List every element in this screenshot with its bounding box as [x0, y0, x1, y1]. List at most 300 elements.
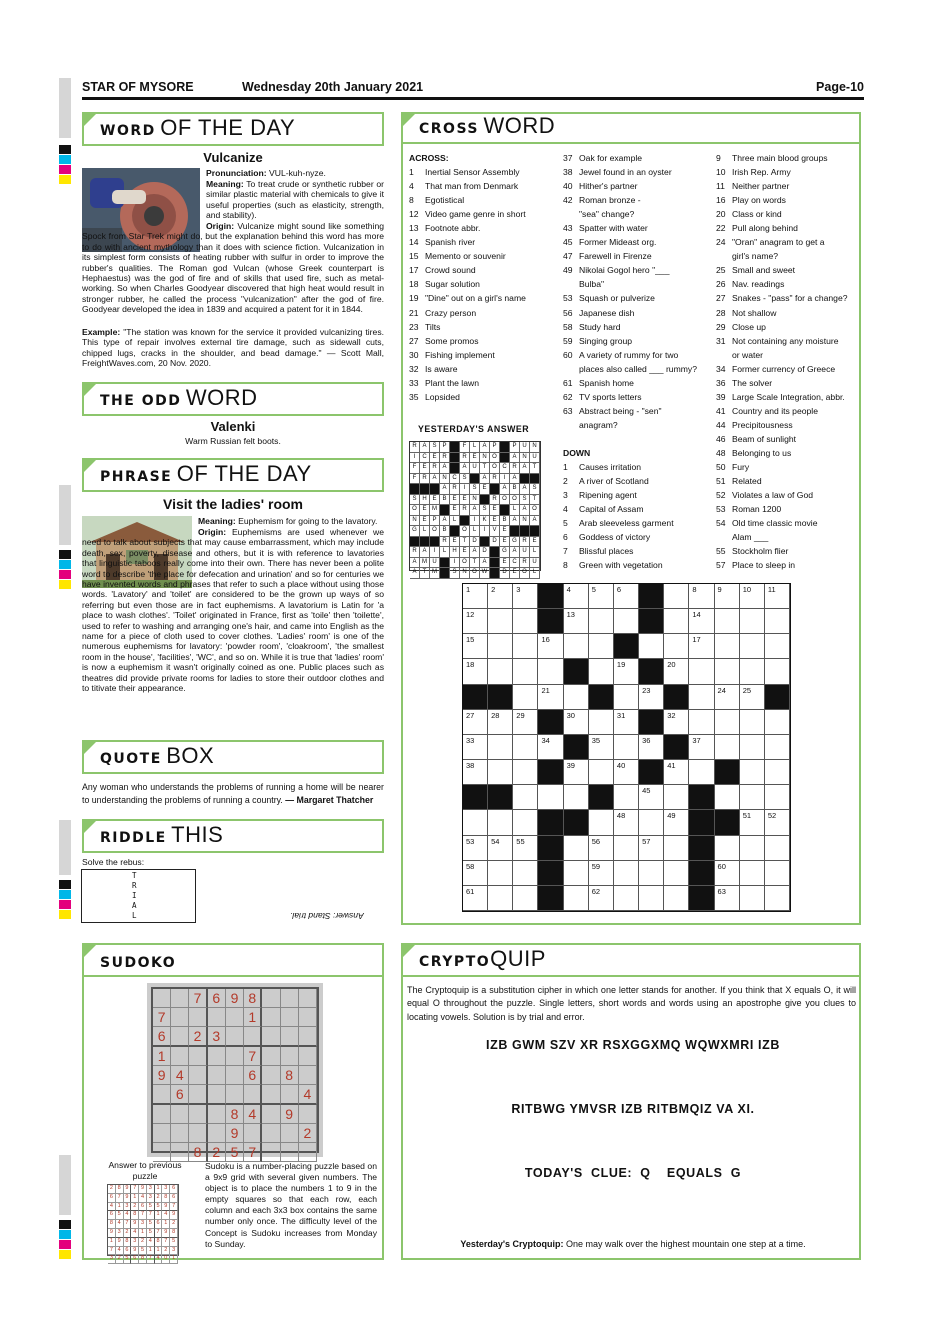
- crossword-cell[interactable]: 9: [715, 584, 740, 609]
- sudoku-cell[interactable]: [244, 1085, 262, 1105]
- crossword-cell[interactable]: [639, 634, 664, 659]
- sudoku-cell[interactable]: 9: [281, 1105, 299, 1124]
- crossword-cell[interactable]: 38: [463, 760, 488, 785]
- sudoku-cell[interactable]: [189, 1085, 207, 1105]
- answer-cell: B: [440, 526, 450, 537]
- sudoku-cell: 1: [108, 1238, 116, 1247]
- crossword-cell[interactable]: [765, 785, 790, 810]
- registration-swatch: [59, 910, 71, 919]
- sudoku-cell[interactable]: [281, 1008, 299, 1027]
- crossword-cell[interactable]: [740, 785, 765, 810]
- sudoku-cell[interactable]: 8: [281, 1066, 299, 1085]
- crossword-cell[interactable]: 58: [463, 861, 488, 886]
- clue-text: Footnote abbr.: [425, 223, 481, 234]
- crossword-cell[interactable]: [715, 609, 740, 634]
- crossword-cell[interactable]: [664, 836, 689, 861]
- crossword-cell[interactable]: [664, 886, 689, 911]
- crossword-cell[interactable]: 60: [715, 861, 740, 886]
- clue-text: Tilts: [425, 321, 441, 332]
- sudoku-cell[interactable]: [171, 1047, 189, 1066]
- clue-text: Farewell in Firenze: [579, 251, 652, 262]
- clue-row: [563, 544, 713, 558]
- clue-number: 29: [716, 321, 726, 332]
- crossword-cell[interactable]: [689, 710, 714, 735]
- crossword-cell[interactable]: [589, 609, 614, 634]
- crossword-cell[interactable]: 6: [614, 584, 639, 609]
- cryptoquip-clue: TODAY'S CLUE: Q EQUALS G: [524, 1166, 742, 1180]
- answer-cell: A: [470, 547, 480, 558]
- crossword-cell[interactable]: 12: [463, 609, 488, 634]
- sudoku-cell: 9: [124, 1185, 132, 1194]
- answer-cell: R: [450, 484, 460, 495]
- sudoku-cell[interactable]: 9: [226, 989, 244, 1008]
- crossword-cell[interactable]: 29: [513, 710, 538, 735]
- clue-text: Stockholm flier: [732, 546, 789, 557]
- sudoku-cell[interactable]: [299, 1105, 317, 1124]
- answer-cell: A: [440, 484, 450, 495]
- answer-cell: H: [420, 495, 430, 506]
- answer-cell: O: [530, 505, 540, 516]
- answer-cell: T: [470, 558, 480, 569]
- crossword-cell[interactable]: [488, 609, 513, 634]
- sudoku-cell[interactable]: 6: [171, 1085, 189, 1105]
- sudoku-cell[interactable]: [171, 1124, 189, 1143]
- clue-row: [409, 376, 559, 390]
- sudoku-cell[interactable]: [189, 1047, 207, 1066]
- crossword-cell[interactable]: [538, 659, 563, 684]
- answer-cell: V: [490, 526, 500, 537]
- clue-text: Spatter with water: [579, 223, 648, 234]
- sudoku-cell[interactable]: [208, 1047, 226, 1066]
- sudoku-cell[interactable]: [244, 1124, 262, 1143]
- crossword-cell[interactable]: [564, 685, 589, 710]
- crossword-cell[interactable]: [765, 886, 790, 911]
- clue-text: Pull along behind: [732, 223, 798, 234]
- crossword-cell[interactable]: 28: [488, 710, 513, 735]
- crossword-cell[interactable]: 56: [589, 836, 614, 861]
- clue-number: 55: [716, 546, 726, 557]
- sudoku-cell[interactable]: 7: [189, 989, 207, 1008]
- sudoku-cell[interactable]: 7: [153, 1008, 171, 1027]
- title-tab: [401, 112, 417, 128]
- crossword-cell[interactable]: [589, 760, 614, 785]
- sudoku-cell[interactable]: [171, 989, 189, 1008]
- crossword-cell[interactable]: [589, 634, 614, 659]
- sudoku-cell: 7: [155, 1229, 163, 1238]
- crossword-cell[interactable]: 62: [589, 886, 614, 911]
- answer-cell: [410, 484, 420, 495]
- crossword-cell[interactable]: 49: [664, 810, 689, 835]
- clue-row: [409, 390, 559, 404]
- sudoku-cell[interactable]: [262, 1066, 280, 1085]
- sudoku-cell[interactable]: 2: [299, 1124, 317, 1143]
- sudoku-cell[interactable]: [226, 1027, 244, 1047]
- crossword-cell[interactable]: [689, 685, 714, 710]
- sudoku-cell[interactable]: [281, 1027, 299, 1047]
- sudoku-cell: 5: [155, 1203, 163, 1212]
- crossword-cell[interactable]: 23: [639, 685, 664, 710]
- crossword-cell[interactable]: 55: [513, 836, 538, 861]
- registration-swatch: [59, 1240, 71, 1249]
- crossword-cell[interactable]: [614, 685, 639, 710]
- sudoku-cell[interactable]: 6: [153, 1027, 171, 1047]
- cryptoquip-title: CRYPTOQUIP: [401, 943, 861, 977]
- sudoku-cell[interactable]: [281, 1085, 299, 1105]
- sudoku-cell[interactable]: 8: [189, 1143, 207, 1162]
- sudoku-cell[interactable]: 7: [244, 1047, 262, 1066]
- sudoku-cell[interactable]: [171, 1027, 189, 1047]
- sudoku-cell[interactable]: 8: [226, 1105, 244, 1124]
- crossword-cell[interactable]: 27: [463, 710, 488, 735]
- word-of-day-title: WORD OF THE DAY: [82, 112, 384, 146]
- crossword-block: [765, 685, 790, 710]
- crossword-cell[interactable]: 24: [715, 685, 740, 710]
- sudoku-cell[interactable]: [299, 989, 317, 1008]
- across-clues-col1: [409, 151, 559, 404]
- crossword-cell[interactable]: [740, 659, 765, 684]
- crossword-cell[interactable]: [715, 659, 740, 684]
- crossword-cell[interactable]: 5: [589, 584, 614, 609]
- answer-cell: T: [460, 537, 470, 548]
- crossword-cell[interactable]: 32: [664, 710, 689, 735]
- sudoku-cell[interactable]: 1: [153, 1047, 171, 1066]
- crossword-cell[interactable]: [488, 886, 513, 911]
- crossword-cell[interactable]: [488, 659, 513, 684]
- crossword-cell[interactable]: 19: [614, 659, 639, 684]
- sudoku-cell[interactable]: 4: [299, 1085, 317, 1105]
- answer-cell: L: [470, 526, 480, 537]
- crossword-cell[interactable]: [715, 735, 740, 760]
- crossword-cell[interactable]: [513, 685, 538, 710]
- crossword-cell[interactable]: [740, 886, 765, 911]
- crossword-cell[interactable]: 14: [689, 609, 714, 634]
- crossword-cell[interactable]: [664, 609, 689, 634]
- answer-cell: K: [480, 516, 490, 527]
- crossword-cell[interactable]: [564, 836, 589, 861]
- crossword-cell[interactable]: 13: [564, 609, 589, 634]
- crossword-cell[interactable]: [740, 634, 765, 659]
- crossword-cell[interactable]: [564, 886, 589, 911]
- crossword-cell[interactable]: 20: [664, 659, 689, 684]
- crossword-cell[interactable]: [589, 659, 614, 684]
- crossword-cell[interactable]: [765, 760, 790, 785]
- clue-text: Three main blood groups: [732, 153, 828, 163]
- crossword-block: [639, 659, 664, 684]
- sudoku-cell[interactable]: [189, 1105, 207, 1124]
- crossword-cell[interactable]: [740, 609, 765, 634]
- quote-text: Any woman who understands the problems of running a home will be nearer to understanding the problems of running a country. — Margaret Thatcher: [82, 782, 384, 805]
- clue-number: 39: [716, 391, 726, 402]
- crossword-cell[interactable]: [463, 810, 488, 835]
- crossword-cell[interactable]: 63: [715, 886, 740, 911]
- crossword-cell[interactable]: 39: [564, 760, 589, 785]
- crossword-cell[interactable]: [740, 760, 765, 785]
- sudoku-cell[interactable]: [171, 1105, 189, 1124]
- clue-number: [716, 530, 732, 544]
- sudoku-cell: 3: [108, 1255, 116, 1264]
- sudoku-cell[interactable]: [244, 1027, 262, 1047]
- sudoku-cell[interactable]: 6: [208, 989, 226, 1008]
- page-number: Page-10: [816, 80, 864, 94]
- crossword-cell[interactable]: [689, 659, 714, 684]
- answer-cell: O: [490, 463, 500, 474]
- crossword-cell[interactable]: 21: [538, 685, 563, 710]
- crossword-cell[interactable]: [614, 785, 639, 810]
- crossword-cell[interactable]: [765, 836, 790, 861]
- crossword-cell[interactable]: 61: [463, 886, 488, 911]
- sudoku-cell[interactable]: [262, 1105, 280, 1124]
- answer-cell: O: [520, 568, 530, 579]
- sudoku-cell: 9: [108, 1229, 116, 1238]
- sudoku-cell[interactable]: 4: [244, 1105, 262, 1124]
- sudoku-cell[interactable]: [226, 1066, 244, 1085]
- sudoku-cell[interactable]: 2: [208, 1143, 226, 1162]
- crossword-cell[interactable]: [488, 760, 513, 785]
- sudoku-cell[interactable]: [299, 1143, 317, 1162]
- clue-text: Plant the lawn: [425, 377, 479, 388]
- crossword-cell[interactable]: [740, 861, 765, 886]
- clue-row: [409, 277, 559, 291]
- crossword-cell[interactable]: 45: [639, 785, 664, 810]
- clue-row: [409, 221, 559, 235]
- sudoku-cell[interactable]: [208, 1066, 226, 1085]
- crossword-cell[interactable]: 48: [614, 810, 639, 835]
- crossword-cell[interactable]: [513, 609, 538, 634]
- sudoku-cell[interactable]: 2: [189, 1027, 207, 1047]
- crossword-cell[interactable]: [564, 634, 589, 659]
- crossword-cell[interactable]: 31: [614, 710, 639, 735]
- crossword-cell[interactable]: 8: [689, 584, 714, 609]
- sudoku-cell[interactable]: [226, 1047, 244, 1066]
- crossword-cell[interactable]: [715, 785, 740, 810]
- answer-cell: I: [450, 558, 460, 569]
- clue-number: 14: [409, 237, 419, 248]
- clue-text: Egotistical: [425, 195, 465, 206]
- crossword-cell[interactable]: 1: [463, 584, 488, 609]
- crossword-cell[interactable]: [589, 810, 614, 835]
- crossword-cell[interactable]: [538, 785, 563, 810]
- sudoku-cell[interactable]: [262, 1085, 280, 1105]
- crossword-cell[interactable]: 57: [639, 836, 664, 861]
- crossword-cell[interactable]: [488, 810, 513, 835]
- clue-number: 21: [409, 307, 419, 318]
- sudoku-cell[interactable]: [208, 1008, 226, 1027]
- sudoku-cell[interactable]: [208, 1124, 226, 1143]
- sudoku-cell[interactable]: [208, 1085, 226, 1105]
- answer-cell: I: [430, 547, 440, 558]
- crossword-cell[interactable]: [765, 634, 790, 659]
- crossword-cell[interactable]: 15: [463, 634, 488, 659]
- sudoku-cell[interactable]: [189, 1124, 207, 1143]
- sudoku-cell[interactable]: [208, 1105, 226, 1124]
- sudoku-cell[interactable]: [153, 1105, 171, 1124]
- crossword-cell[interactable]: 34: [538, 735, 563, 760]
- clue-text: Alam ___: [732, 532, 769, 543]
- crossword-cell[interactable]: [614, 886, 639, 911]
- crossword-cell[interactable]: 10: [740, 584, 765, 609]
- sudoku-cell[interactable]: [262, 989, 280, 1008]
- crossword-cell[interactable]: [715, 836, 740, 861]
- sudoku-cell[interactable]: [281, 1047, 299, 1066]
- sudoku-cell[interactable]: 3: [208, 1027, 226, 1047]
- clue-text: Place to sleep in: [732, 560, 796, 571]
- crossword-cell[interactable]: [564, 861, 589, 886]
- sudoku-cell[interactable]: [189, 1008, 207, 1027]
- sudoku-cell[interactable]: [281, 1143, 299, 1162]
- answer-cell: F: [410, 463, 420, 474]
- crossword-cell[interactable]: [513, 634, 538, 659]
- sudoku-cell[interactable]: 1: [244, 1008, 262, 1027]
- sudoku-cell[interactable]: [226, 1085, 244, 1105]
- answer-cell: E: [500, 537, 510, 548]
- crossword-cell[interactable]: 53: [463, 836, 488, 861]
- sudoku-cell[interactable]: 4: [171, 1066, 189, 1085]
- crossword-cell[interactable]: 37: [689, 735, 714, 760]
- sudoku-cell[interactable]: 7: [244, 1143, 262, 1162]
- crossword-cell[interactable]: 59: [589, 861, 614, 886]
- crossword-cell[interactable]: 40: [614, 760, 639, 785]
- crossword-cell[interactable]: [614, 836, 639, 861]
- sudoku-cell[interactable]: [299, 1066, 317, 1085]
- crossword-cell[interactable]: 2: [488, 584, 513, 609]
- crossword-cell[interactable]: [513, 760, 538, 785]
- crossword-cell[interactable]: [765, 735, 790, 760]
- sudoku-cell[interactable]: 9: [226, 1124, 244, 1143]
- sudoku-cell[interactable]: [262, 1047, 280, 1066]
- crossword-cell[interactable]: [765, 861, 790, 886]
- crossword-cell[interactable]: 51: [740, 810, 765, 835]
- answer-cell: S: [450, 568, 460, 579]
- clue-number: 6: [563, 532, 568, 543]
- crossword-cell[interactable]: [715, 634, 740, 659]
- crossword-cell[interactable]: [639, 861, 664, 886]
- crossword-cell[interactable]: 3: [513, 584, 538, 609]
- clue-number: 26: [716, 279, 726, 290]
- sudoku-cell: 6: [124, 1247, 132, 1256]
- crossword-cell[interactable]: [689, 760, 714, 785]
- sudoku-cell[interactable]: 8: [244, 989, 262, 1008]
- crossword-cell[interactable]: [488, 634, 513, 659]
- crossword-cell[interactable]: [614, 735, 639, 760]
- crossword-cell[interactable]: [488, 735, 513, 760]
- crossword-cell[interactable]: 30: [564, 710, 589, 735]
- crossword-cell[interactable]: 18: [463, 659, 488, 684]
- crossword-cell[interactable]: [513, 785, 538, 810]
- crossword-cell[interactable]: [664, 634, 689, 659]
- answer-cell: [450, 526, 460, 537]
- sudoku-cell[interactable]: [281, 989, 299, 1008]
- rebus-letter: R: [132, 881, 137, 890]
- crossword-cell[interactable]: 16: [538, 634, 563, 659]
- crossword-cell[interactable]: [715, 710, 740, 735]
- crossword-cell[interactable]: 35: [589, 735, 614, 760]
- crossword-cell[interactable]: 11: [765, 584, 790, 609]
- sudoku-cell[interactable]: [262, 1143, 280, 1162]
- sudoku-cell[interactable]: [299, 1008, 317, 1027]
- answer-cell: S: [480, 505, 490, 516]
- clue-number: 53: [716, 504, 726, 515]
- sudoku-cell[interactable]: [226, 1008, 244, 1027]
- clue-row: [563, 291, 713, 305]
- sudoku-cell: 3: [147, 1194, 155, 1203]
- crossword-cell[interactable]: [765, 609, 790, 634]
- sudoku-cell[interactable]: 6: [244, 1066, 262, 1085]
- clue-number: [563, 277, 579, 291]
- crossword-cell[interactable]: [513, 886, 538, 911]
- crossword-cell[interactable]: 54: [488, 836, 513, 861]
- sudoku-cell[interactable]: [189, 1066, 207, 1085]
- crossword-cell[interactable]: [740, 735, 765, 760]
- crossword-cell[interactable]: [664, 861, 689, 886]
- crossword-cell[interactable]: [564, 785, 589, 810]
- crossword-cell[interactable]: [513, 659, 538, 684]
- crossword-cell[interactable]: [639, 886, 664, 911]
- clue-text: Hither's partner: [579, 181, 638, 192]
- crossword-cell[interactable]: [513, 810, 538, 835]
- crossword-block: [664, 735, 689, 760]
- crossword-cell[interactable]: 17: [689, 634, 714, 659]
- clue-row: [716, 348, 861, 362]
- sudoku-cell[interactable]: [153, 989, 171, 1008]
- answer-cell: A: [420, 547, 430, 558]
- crossword-cell[interactable]: 25: [740, 685, 765, 710]
- crossword-cell[interactable]: 33: [463, 735, 488, 760]
- clue-number: 33: [409, 377, 419, 388]
- sudoku-cell[interactable]: [153, 1085, 171, 1105]
- answer-cell: E: [460, 547, 470, 558]
- crossword-cell[interactable]: [664, 584, 689, 609]
- crossword-cell[interactable]: 4: [564, 584, 589, 609]
- crossword-cell[interactable]: [614, 861, 639, 886]
- odd-word-meaning: Warm Russian felt boots.: [185, 436, 281, 446]
- crossword-cell[interactable]: [740, 836, 765, 861]
- clue-row: [716, 446, 861, 460]
- answer-cell: T: [480, 463, 490, 474]
- crossword-cell[interactable]: [589, 710, 614, 735]
- crossword-cell[interactable]: [765, 710, 790, 735]
- crossword-cell[interactable]: [765, 659, 790, 684]
- sudoku-cell[interactable]: [299, 1027, 317, 1047]
- yesterday-answer-heading: YESTERDAY'S ANSWER: [418, 424, 530, 434]
- crossword-cell[interactable]: 41: [664, 760, 689, 785]
- sudoku-cell[interactable]: 5: [226, 1143, 244, 1162]
- crossword-cell[interactable]: 36: [639, 735, 664, 760]
- crossword-cell[interactable]: [639, 810, 664, 835]
- sudoku-cell[interactable]: [299, 1047, 317, 1066]
- sudoku-cell[interactable]: [171, 1008, 189, 1027]
- clue-row: [563, 249, 713, 263]
- crossword-block: [689, 810, 714, 835]
- clue-row: [716, 502, 861, 516]
- sudoku-cell[interactable]: [262, 1124, 280, 1143]
- answer-cell: A: [410, 558, 420, 569]
- sudoku-cell[interactable]: [262, 1027, 280, 1047]
- sudoku-cell[interactable]: 9: [153, 1066, 171, 1085]
- clue-row: [563, 207, 713, 221]
- crossword-cell[interactable]: [614, 609, 639, 634]
- crossword-cell[interactable]: [513, 735, 538, 760]
- crossword-cell[interactable]: [513, 861, 538, 886]
- sudoku-cell[interactable]: [153, 1124, 171, 1143]
- sudoku-cell[interactable]: [262, 1008, 280, 1027]
- crossword-cell[interactable]: [664, 785, 689, 810]
- crossword-cell[interactable]: [488, 861, 513, 886]
- crossword-cell[interactable]: [740, 710, 765, 735]
- crossword-cell[interactable]: 52: [765, 810, 790, 835]
- clue-text: That man from Denmark: [425, 181, 519, 192]
- sudoku-cell[interactable]: [281, 1124, 299, 1143]
- answer-cell: O: [490, 453, 500, 464]
